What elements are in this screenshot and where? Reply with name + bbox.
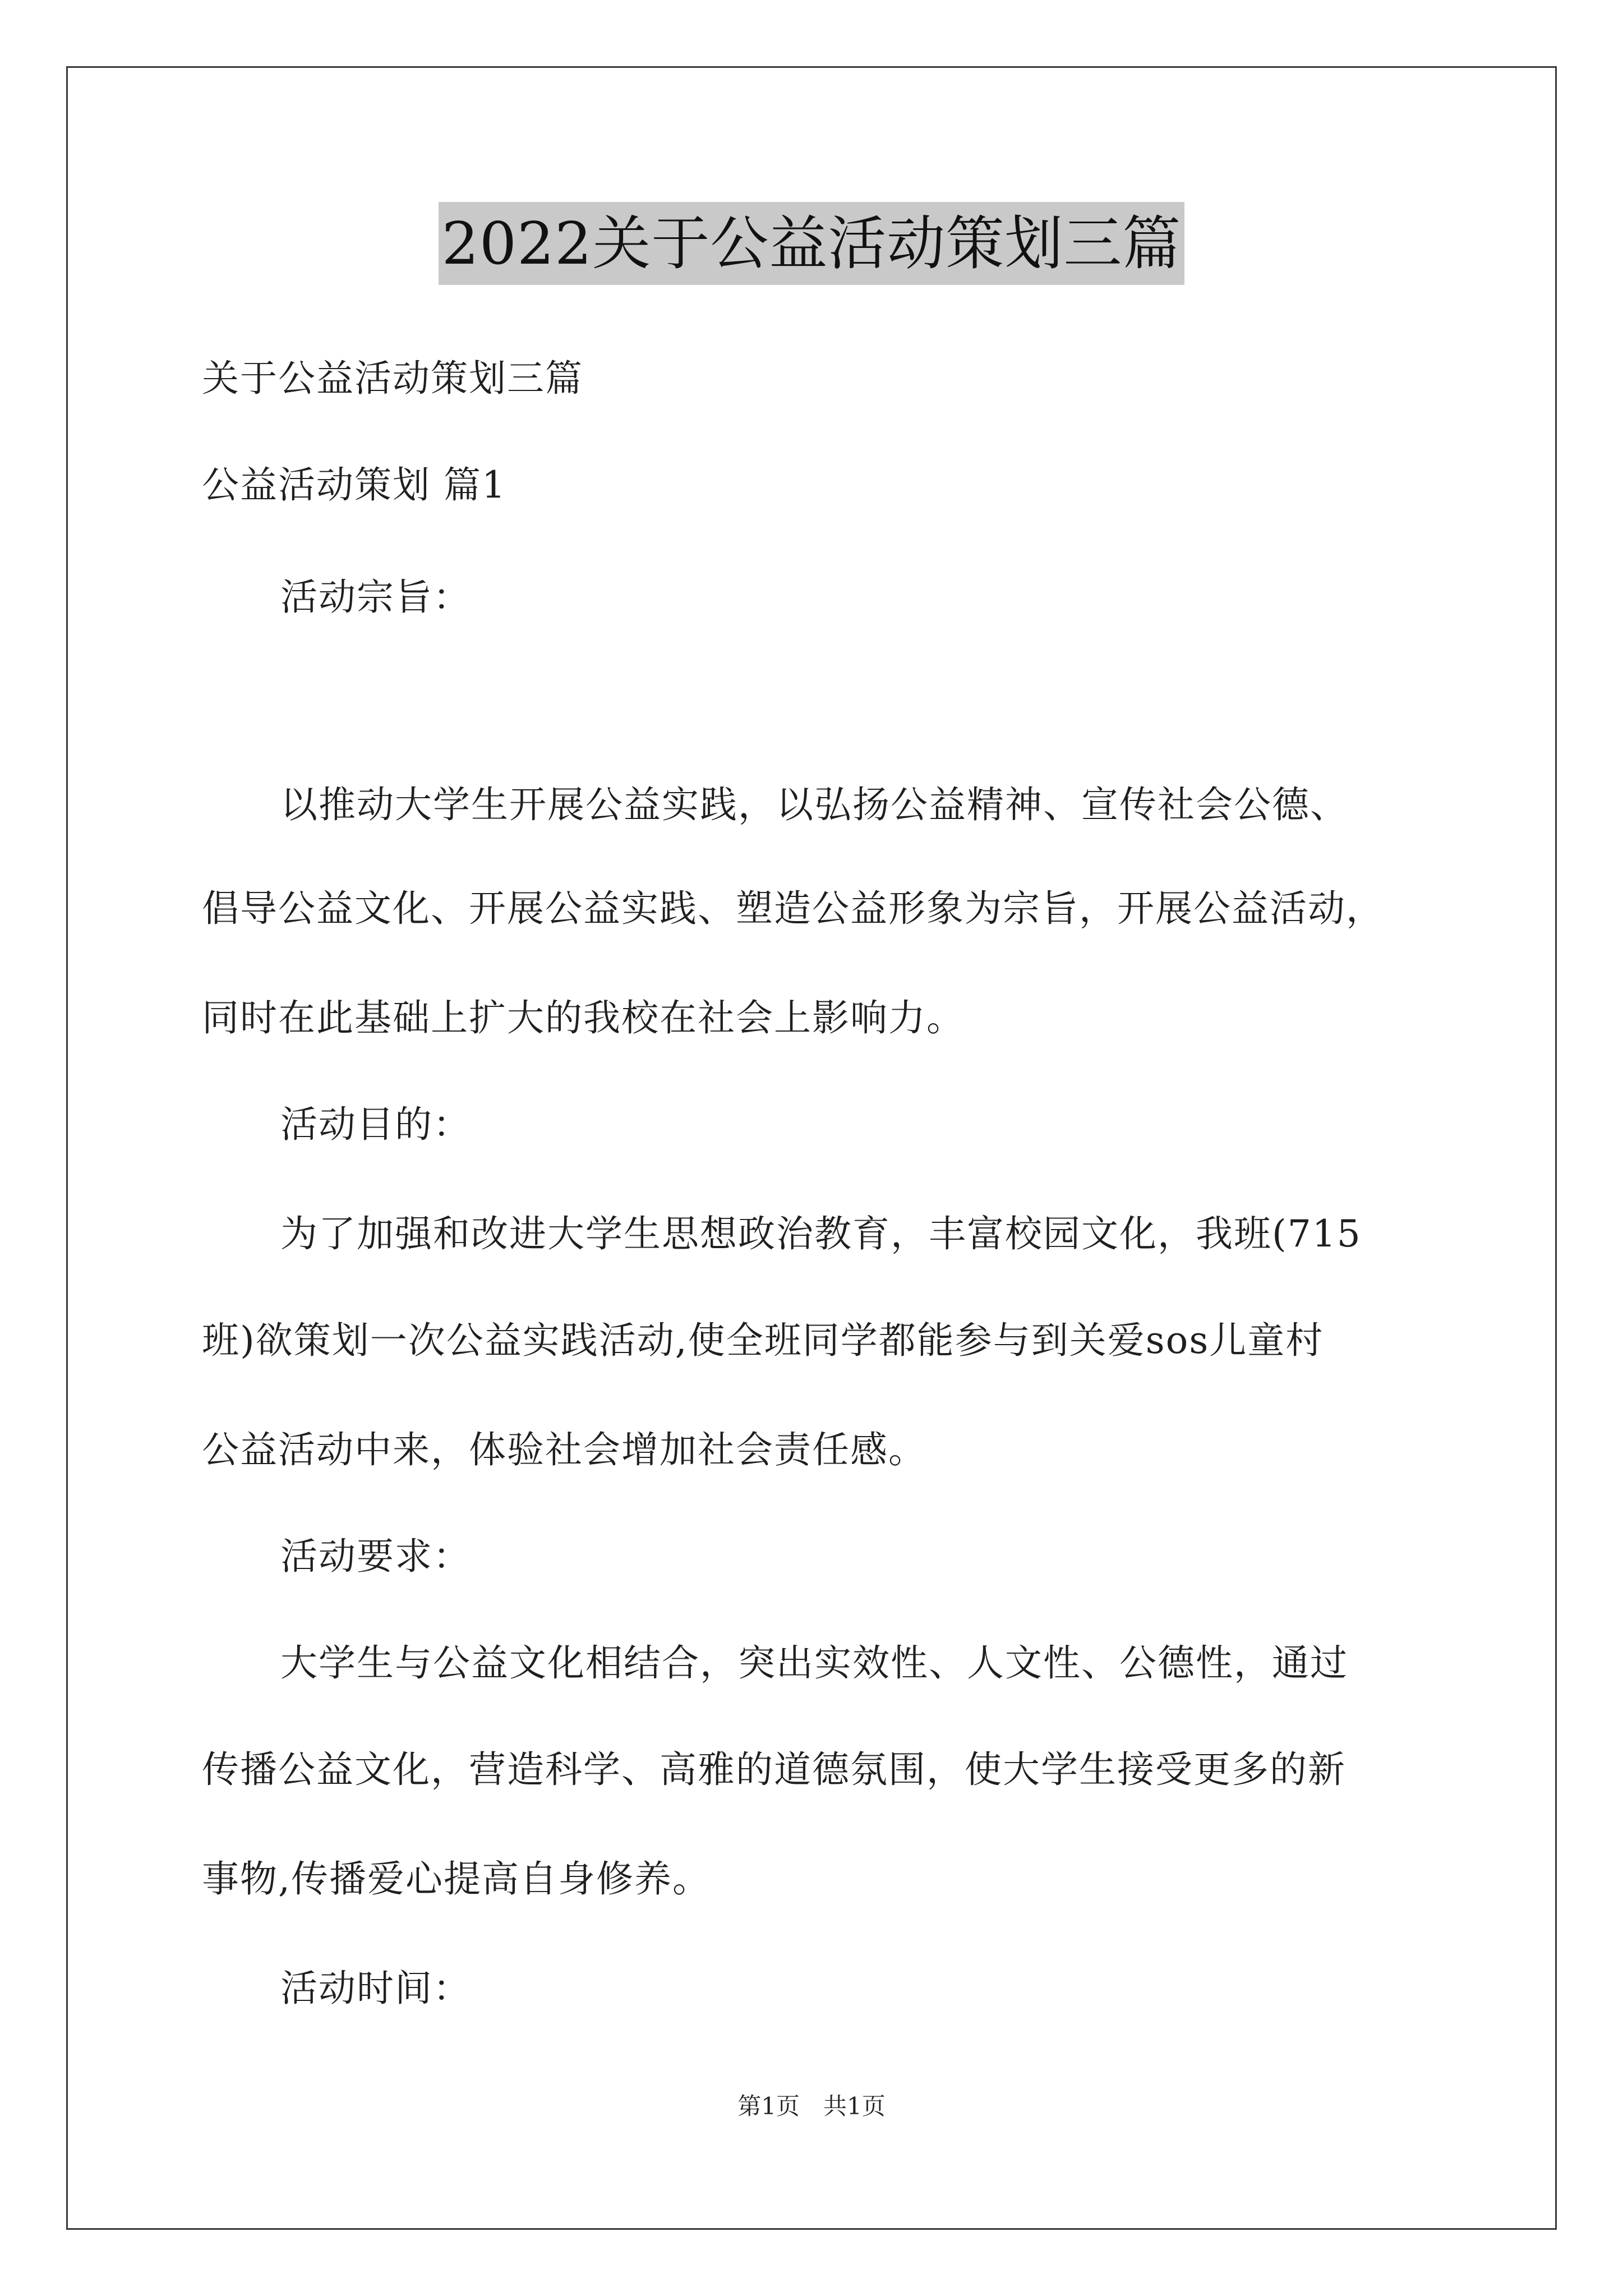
paragraph-line: 事物,传播爱心提高自身修养。 [202, 1857, 711, 1901]
title-container [0, 202, 1623, 285]
subtitle-line: 关于公益活动策划三篇 [202, 357, 583, 400]
paragraph-heading-requirements: 活动要求： [280, 1535, 471, 1578]
paragraph-line: 班)欲策划一次公益实践活动,使全班同学都能参与到关爱sos儿童村 [202, 1319, 1324, 1362]
paragraph-line: 为了加强和改进大学生思想政治教育，丰富校园文化，我班(715 [280, 1212, 1362, 1255]
paragraph-heading-time: 活动时间： [280, 1967, 471, 2010]
document-title: 2022关于公益活动策划三篇 [439, 202, 1185, 285]
paragraph-line: 大学生与公益文化相结合，突出实效性、人文性、公德性，通过 [280, 1641, 1348, 1685]
paragraph-line: 倡导公益文化、开展公益实践、塑造公益形象为宗旨，开展公益活动， [202, 887, 1384, 930]
paragraph-heading-goal: 活动目的： [280, 1103, 471, 1146]
paragraph-line: 同时在此基础上扩大的我校在社会上影响力。 [202, 996, 965, 1039]
paragraph-line: 公益活动中来，体验社会增加社会责任感。 [202, 1428, 926, 1471]
paragraph-line: 传播公益文化，营造科学、高雅的道德氛围，使大学生接受更多的新 [202, 1748, 1346, 1791]
section-heading: 公益活动策划 篇1 [202, 463, 506, 507]
paragraph-line: 以推动大学生开展公益实践，以弘扬公益精神、宣传社会公德、 [280, 783, 1348, 826]
page-footer: 第1页 共1页 [737, 2092, 886, 2120]
paragraph-heading-purpose: 活动宗旨： [280, 576, 471, 619]
